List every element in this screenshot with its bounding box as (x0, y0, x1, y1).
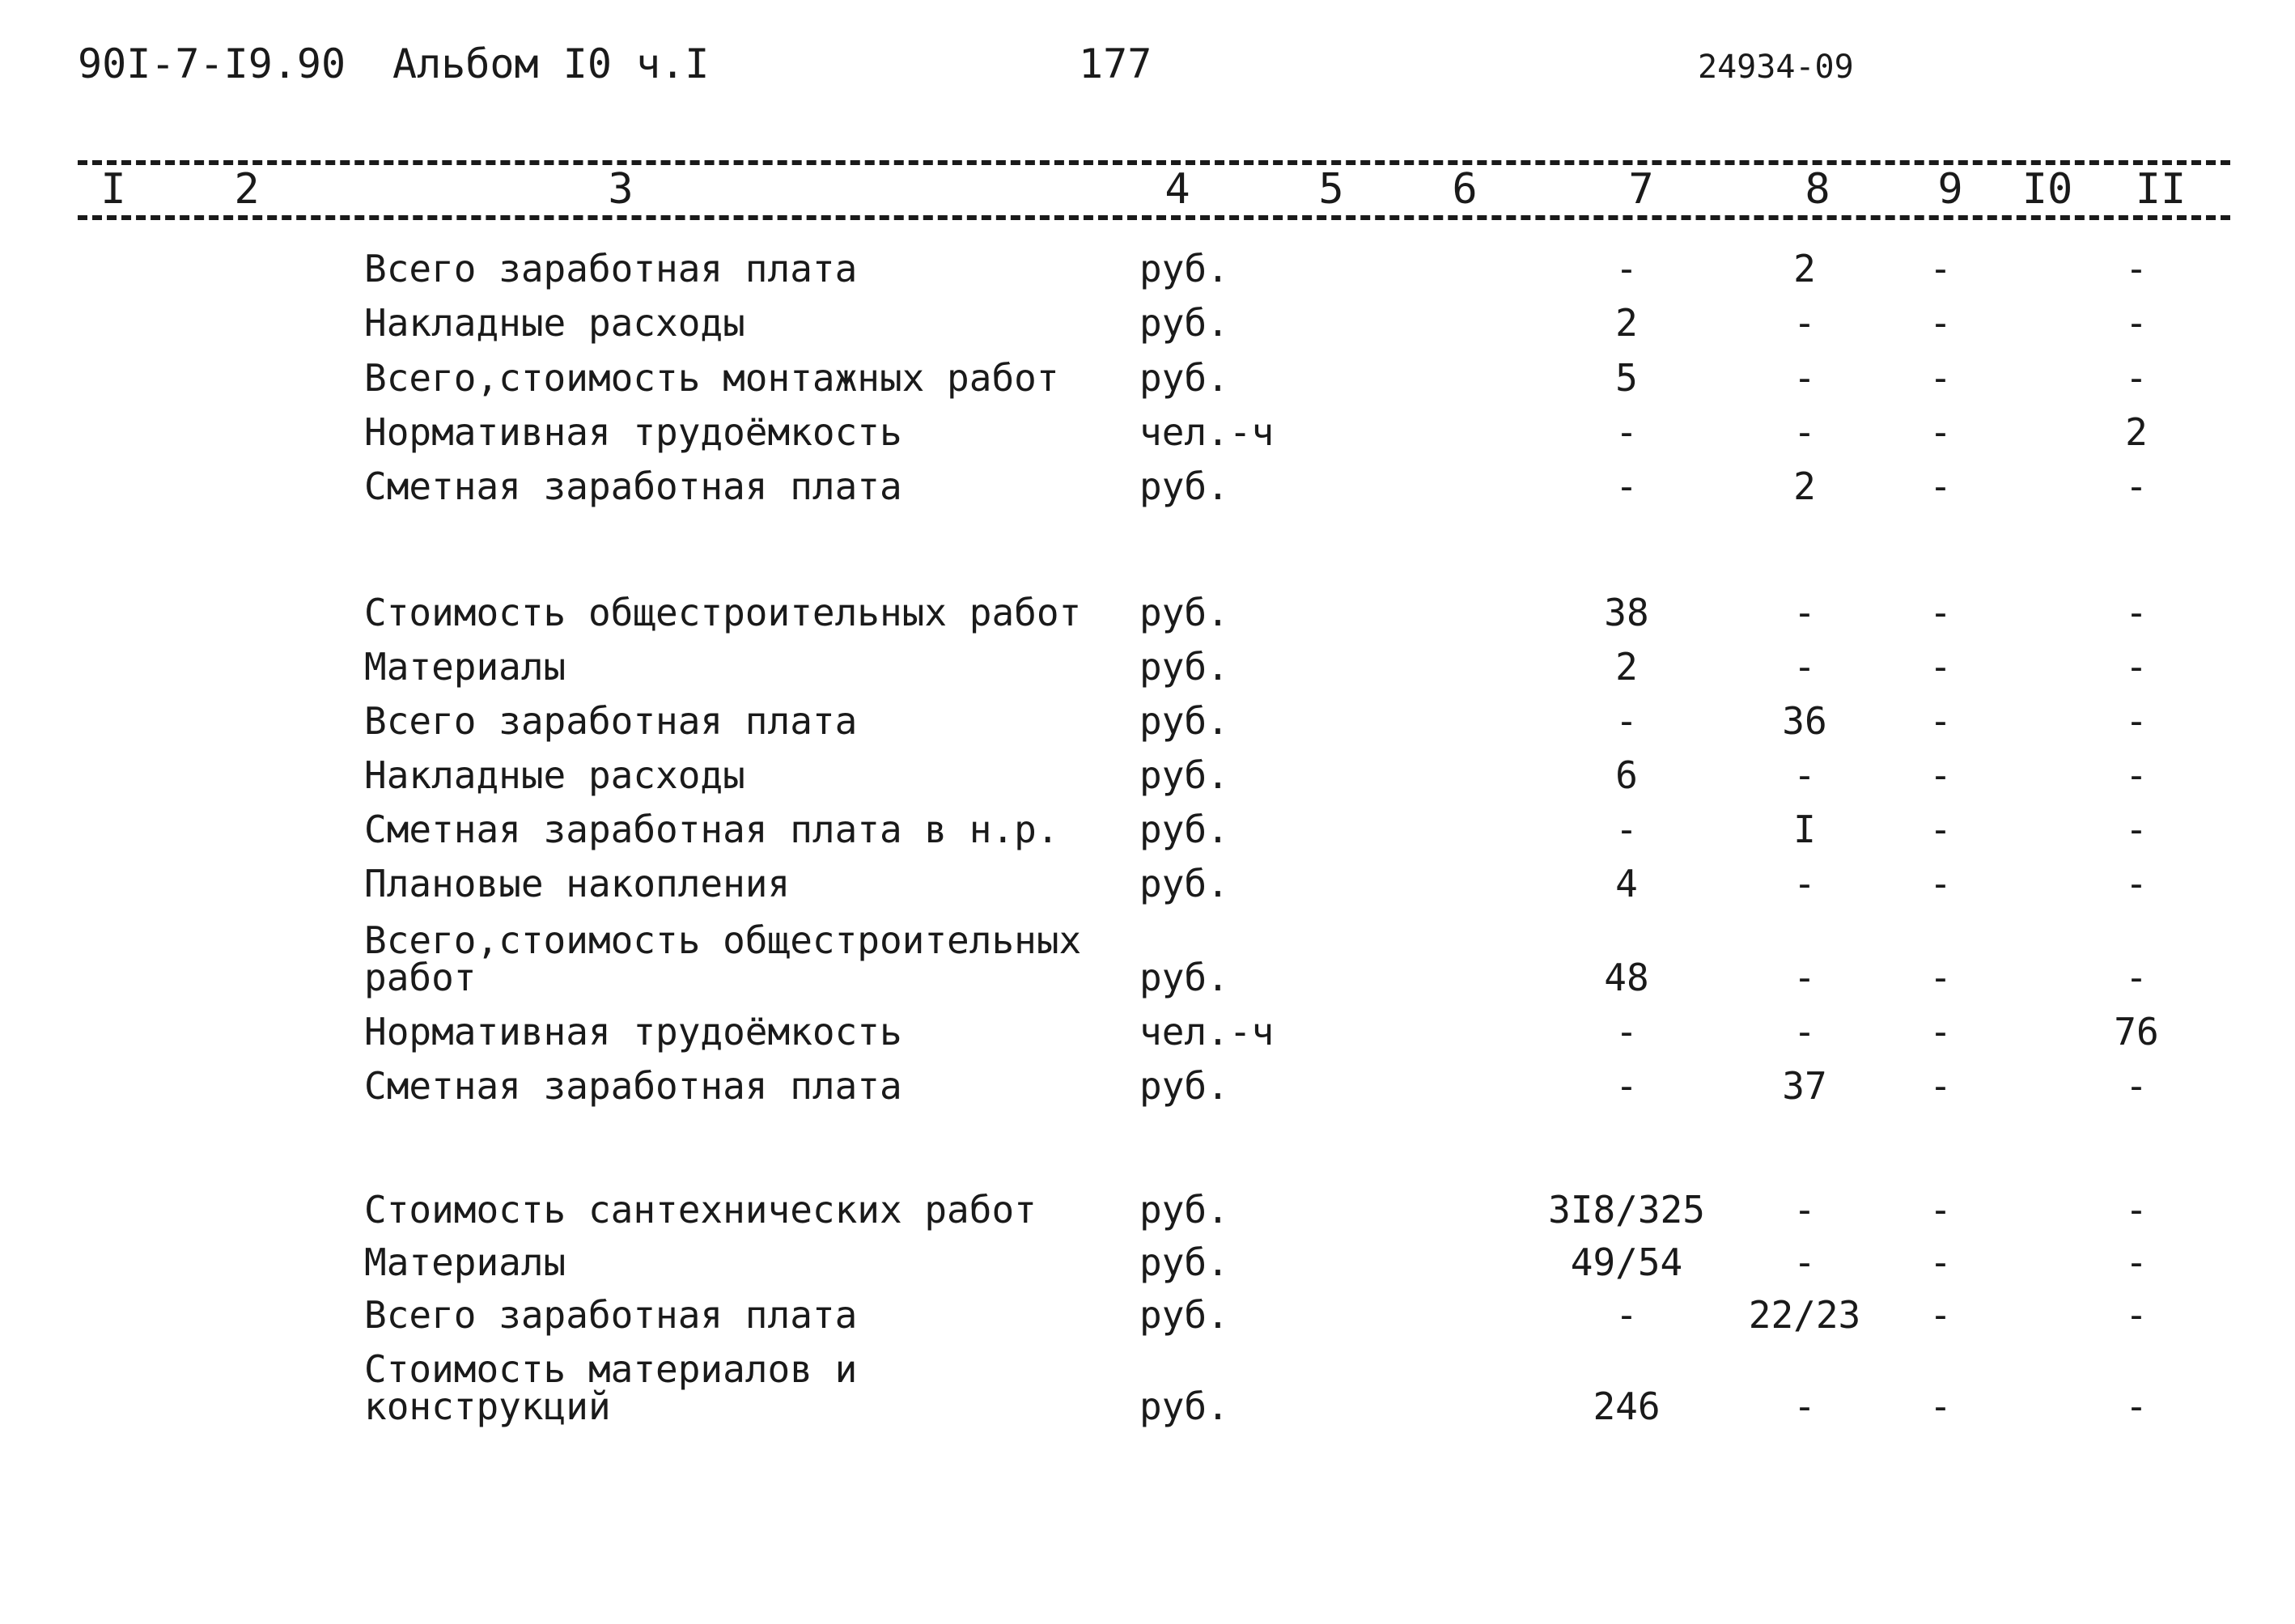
row-col11: 76 (2114, 1010, 2159, 1054)
row-col11: - (2125, 301, 2148, 345)
row-description: Нормативная трудоёмкость (364, 1010, 902, 1054)
row-col8: I (1793, 808, 1816, 851)
table-row (0, 591, 2295, 644)
row-col9: - (1929, 645, 1952, 689)
row-unit: руб. (1139, 1240, 1229, 1284)
archive-code: 24934-09 (1698, 49, 1854, 86)
row-col11: - (2125, 956, 2148, 999)
row-col11: - (2125, 753, 2148, 797)
table-row (0, 1347, 2295, 1444)
column-number-9: 9 (1937, 165, 1963, 214)
row-col9: - (1929, 753, 1952, 797)
row-col9: - (1929, 1240, 1952, 1284)
row-description: Всего заработная плата (364, 1293, 858, 1337)
row-col7: - (1615, 808, 1638, 851)
row-unit: чел.-ч (1139, 1010, 1275, 1054)
row-col9: - (1929, 1064, 1952, 1108)
row-col11: 2 (2125, 410, 2148, 454)
row-unit: руб. (1139, 862, 1229, 905)
row-col11: - (2125, 464, 2148, 508)
row-description-continuation: конструкций (364, 1384, 611, 1428)
column-number-10: I0 (2021, 165, 2073, 214)
row-col7: 48 (1604, 956, 1649, 999)
row-col9: - (1929, 862, 1952, 905)
row-col7: - (1615, 1010, 1638, 1054)
row-unit: руб. (1139, 1188, 1229, 1232)
table-row (0, 410, 2295, 464)
row-col11: - (2125, 1293, 2148, 1337)
row-description: Стоимость общестроительных работ (364, 591, 1082, 634)
row-col7: - (1615, 410, 1638, 454)
album-label: Альбом I0 ч.I (392, 40, 710, 87)
row-col9: - (1929, 699, 1952, 743)
row-col9: - (1929, 356, 1952, 400)
row-col8: - (1793, 1384, 1816, 1428)
row-col7: 2 (1615, 301, 1638, 345)
row-col7: - (1615, 1064, 1638, 1108)
row-description: Материалы (364, 1240, 566, 1284)
row-col11: - (2125, 591, 2148, 634)
row-unit: руб. (1139, 753, 1229, 797)
row-col11: - (2125, 1188, 2148, 1232)
row-col8: 36 (1782, 699, 1827, 743)
table-row (0, 753, 2295, 807)
row-description: Накладные расходы (364, 301, 745, 345)
row-col8: - (1793, 753, 1816, 797)
row-col8: 2 (1793, 464, 1816, 508)
row-col8: - (1793, 410, 1816, 454)
row-col9: - (1929, 1293, 1952, 1337)
table-row (0, 356, 2295, 409)
row-col9: - (1929, 464, 1952, 508)
column-number-6: 6 (1452, 165, 1478, 214)
document-code: 90I-7-I9.90 (78, 40, 346, 87)
row-col7: 6 (1615, 753, 1638, 797)
row-col9: - (1929, 247, 1952, 290)
row-unit: руб. (1139, 247, 1229, 290)
row-col8: 37 (1782, 1064, 1827, 1108)
row-col8: - (1793, 356, 1816, 400)
column-number-3: 3 (608, 165, 634, 214)
table-row (0, 808, 2295, 861)
row-description: Всего заработная плата (364, 247, 858, 290)
row-col7: 246 (1593, 1384, 1661, 1428)
row-description: Плановые накопления (364, 862, 791, 905)
row-unit: руб. (1139, 956, 1229, 999)
row-col9: - (1929, 410, 1952, 454)
table-row (0, 1010, 2295, 1063)
row-col8: - (1793, 645, 1816, 689)
row-description-continuation: работ (364, 956, 477, 999)
row-col9: - (1929, 1188, 1952, 1232)
row-col7: 38 (1604, 591, 1649, 634)
table-header-bottom-rule (78, 215, 2230, 220)
row-description: Сметная заработная плата (364, 464, 902, 508)
row-col8: - (1793, 301, 1816, 345)
row-col9: - (1929, 1010, 1952, 1054)
row-description: Сметная заработная плата (364, 1064, 902, 1108)
row-description: Всего заработная плата (364, 699, 858, 743)
row-col8: - (1793, 591, 1816, 634)
row-col11: - (2125, 1064, 2148, 1108)
table-row (0, 1188, 2295, 1241)
page-number: 177 (1079, 40, 1152, 87)
table-row (0, 699, 2295, 753)
column-number-1: I (100, 165, 126, 214)
row-description: Всего,стоимость монтажных работ (364, 356, 1059, 400)
row-description: Стоимость материалов и (364, 1347, 858, 1391)
row-col7: - (1615, 247, 1638, 290)
table-row (0, 1064, 2295, 1117)
row-unit: руб. (1139, 699, 1229, 743)
row-unit: руб. (1139, 645, 1229, 689)
row-col9: - (1929, 956, 1952, 999)
row-col7: - (1615, 1293, 1638, 1337)
row-col7: 3I8/325 (1548, 1188, 1705, 1232)
row-col11: - (2125, 862, 2148, 905)
row-col7: - (1615, 464, 1638, 508)
row-col11: - (2125, 1240, 2148, 1284)
table-row (0, 1240, 2295, 1294)
row-unit: руб. (1139, 356, 1229, 400)
row-col7: 2 (1615, 645, 1638, 689)
row-col9: - (1929, 1384, 1952, 1428)
row-col9: - (1929, 808, 1952, 851)
row-unit: руб. (1139, 1293, 1229, 1337)
row-description: Нормативная трудоёмкость (364, 410, 902, 454)
row-col11: - (2125, 247, 2148, 290)
row-col7: - (1615, 699, 1638, 743)
table-row (0, 1293, 2295, 1346)
row-col8: 22/23 (1748, 1293, 1861, 1337)
row-unit: руб. (1139, 1064, 1229, 1108)
row-col7: 5 (1615, 356, 1638, 400)
row-unit: руб. (1139, 591, 1229, 634)
table-row (0, 918, 2295, 1016)
column-number-7: 7 (1628, 165, 1654, 214)
column-number-2: 2 (234, 165, 260, 214)
row-unit: руб. (1139, 808, 1229, 851)
row-col8: - (1793, 1188, 1816, 1232)
row-description: Стоимость сантехнических работ (364, 1188, 1037, 1232)
row-col8: - (1793, 862, 1816, 905)
table-row (0, 464, 2295, 518)
row-col11: - (2125, 699, 2148, 743)
row-description: Материалы (364, 645, 566, 689)
row-col8: - (1793, 956, 1816, 999)
row-col7: 49/54 (1570, 1240, 1683, 1284)
row-col11: - (2125, 1384, 2148, 1428)
column-number-4: 4 (1164, 165, 1190, 214)
row-col8: - (1793, 1240, 1816, 1284)
row-description: Накладные расходы (364, 753, 745, 797)
row-description: Сметная заработная плата в н.р. (364, 808, 1059, 851)
row-col8: - (1793, 1010, 1816, 1054)
row-col8: 2 (1793, 247, 1816, 290)
table-row (0, 862, 2295, 915)
row-col7: 4 (1615, 862, 1638, 905)
row-unit: чел.-ч (1139, 410, 1275, 454)
column-number-8: 8 (1805, 165, 1830, 214)
row-col11: - (2125, 645, 2148, 689)
table-row (0, 645, 2295, 698)
row-col9: - (1929, 301, 1952, 345)
row-col11: - (2125, 808, 2148, 851)
row-unit: руб. (1139, 1384, 1229, 1428)
table-row (0, 301, 2295, 354)
row-unit: руб. (1139, 464, 1229, 508)
column-number-5: 5 (1318, 165, 1344, 214)
table-row (0, 247, 2295, 300)
row-col11: - (2125, 356, 2148, 400)
row-col9: - (1929, 591, 1952, 634)
row-description: Всего,стоимость общестроительных (364, 918, 1082, 962)
column-number-11: II (2135, 165, 2187, 214)
row-unit: руб. (1139, 301, 1229, 345)
